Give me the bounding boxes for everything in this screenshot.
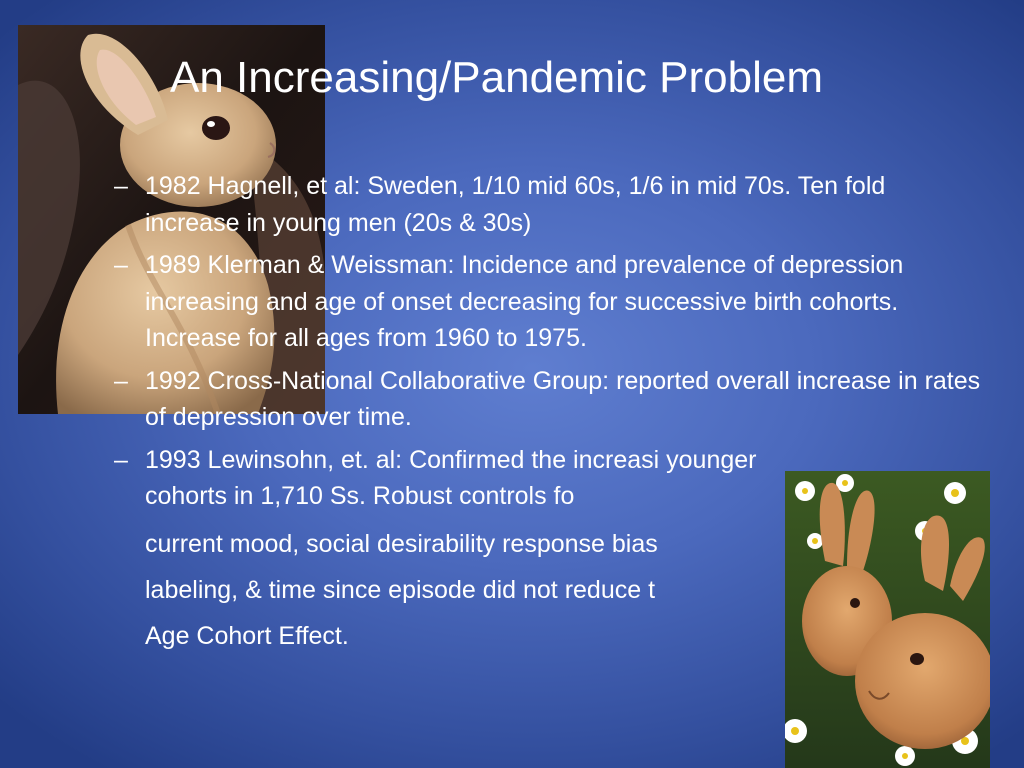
bullet-text: 1993 Lewinsohn, et. al: Confirmed the increasi younger cohorts in 1,710 Ss. Robust controls fo xyxy=(145,445,757,510)
bullet-text: 1982 Hagnell, et al: Sweden, 1/10 mid 60s, 1/6 in mid 70s. Ten fold increase in young men (20s & 30s) xyxy=(145,172,886,237)
bullet-marker: – xyxy=(114,172,128,200)
bullet-marker: – xyxy=(114,251,128,279)
bullet-item xyxy=(112,363,982,436)
continuation-line: labeling, & time since episode did not reduce t xyxy=(145,575,656,604)
slide-title: An Increasing/Pandemic Problem xyxy=(170,53,823,102)
bullet-marker: – xyxy=(114,445,128,474)
bullet-marker: – xyxy=(114,366,128,395)
bullet-text: 1992 Cross-National Collaborative Group: reported overall increase in rates of depression over time. xyxy=(145,366,981,431)
bullet-text: 1989 Klerman & Weissman: Incidence and prevalence of depression increasing and age of onset decreasing for successive birth cohorts. Increase for all ages from 1960 to 1975. xyxy=(145,251,904,352)
bullet-item xyxy=(112,168,982,241)
bullet-item xyxy=(112,247,982,357)
rabbits-daisies-photo xyxy=(785,471,990,768)
continuation-line: current mood, social desirability response bias xyxy=(145,529,658,558)
continuation-line: Age Cohort Effect. xyxy=(145,621,349,650)
